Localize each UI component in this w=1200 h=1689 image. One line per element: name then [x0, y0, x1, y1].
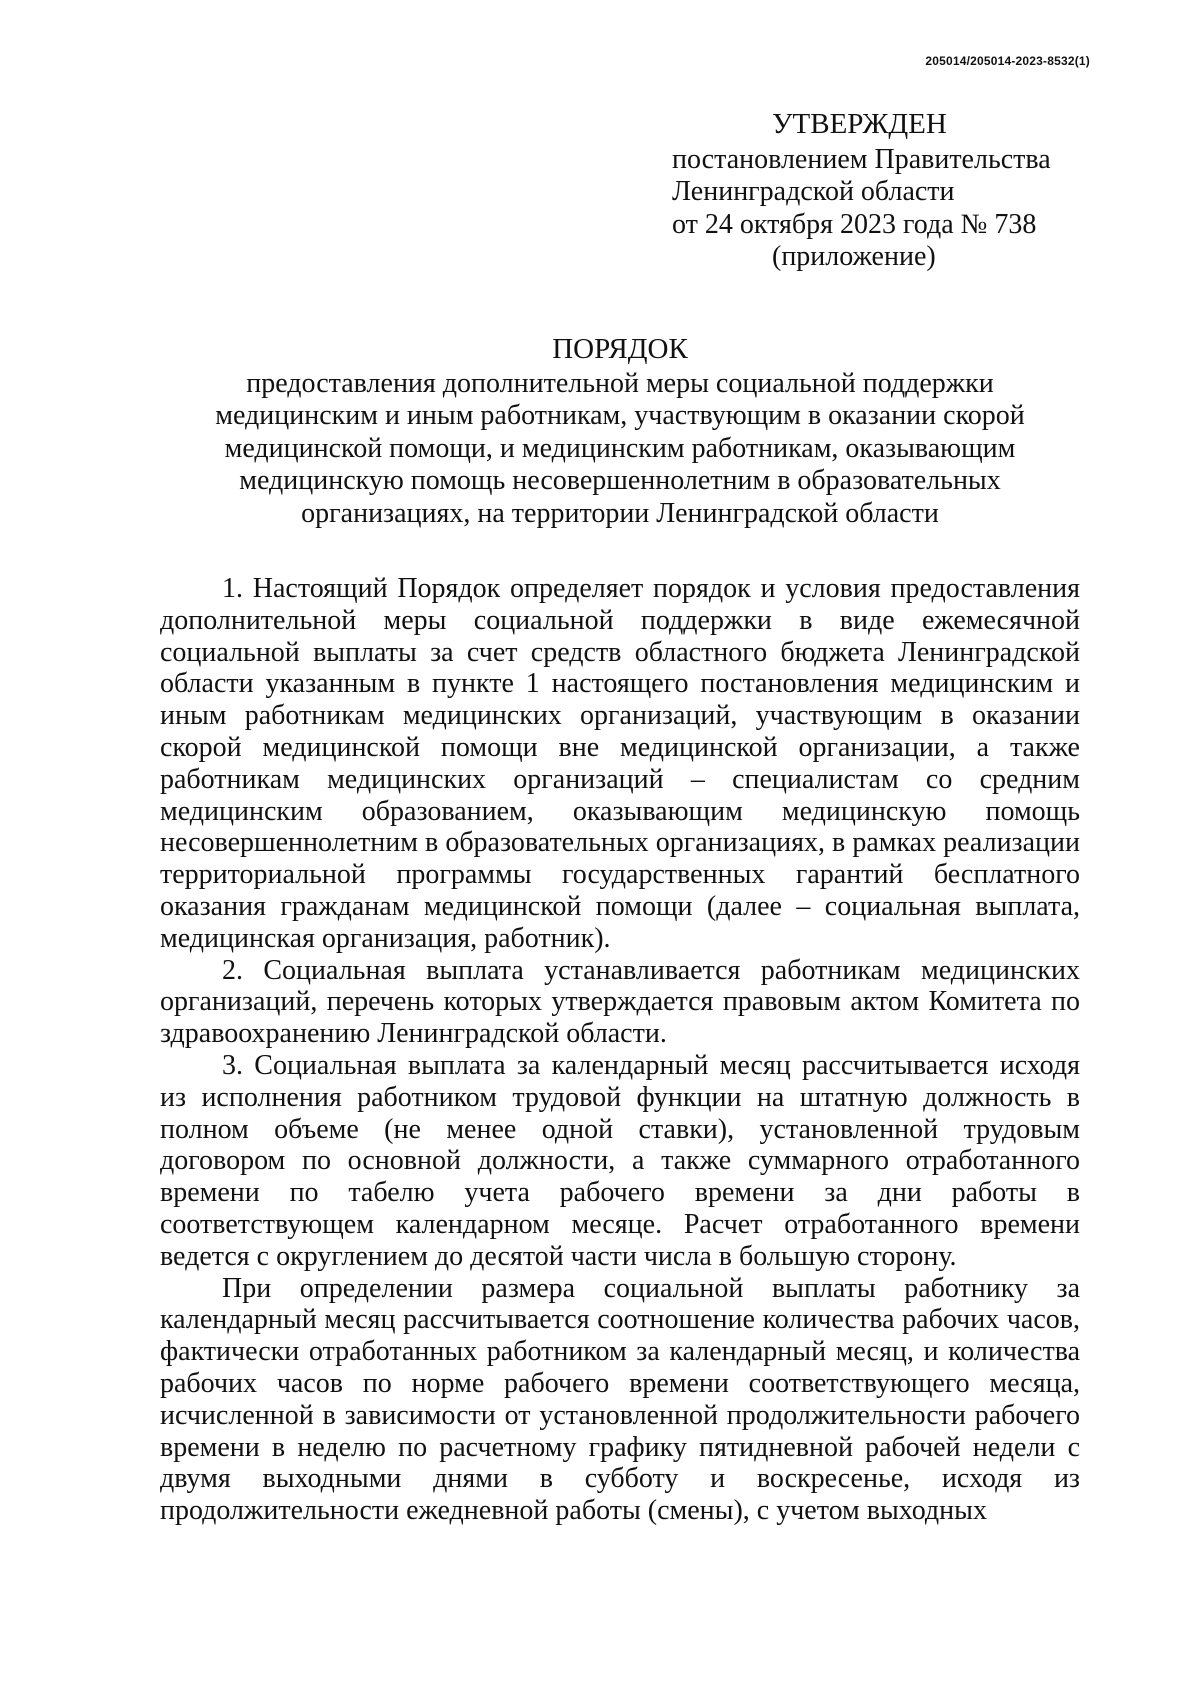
approval-line-3: от 24 октября 2023 года № 738 [672, 208, 1037, 240]
paragraph-1: 1. Настоящий Порядок определяет порядок и условия предоставления дополнительной меры социальной поддержки в виде ежемесячной социальной выплаты за счет средств областного бюджета Ленинградской области указанным в пункте 1 настоящего постановления медицинским и иным работникам медицинских организаций, участвующим в оказании скорой медицинской помощи вне медицинской организации, а также работникам медицинских организаций – специалистам со средним медицинским образованием, оказывающим медицинскую помощь несовершеннолетним в образовательных организациях, в рамках реализации территориальной программы государственных гарантий бесплатного оказания гражданам медицинской помощи (далее – социальная выплата, медицинская организация, работник). [160, 573, 1080, 954]
paragraph-2: 2. Социальная выплата устанавливается работникам медицинских организаций, перечень которых утверждается правовым актом Комитета по здравоохранению Ленинградской области. [160, 954, 1080, 1050]
approval-line-1: постановлением Правительства [672, 143, 1051, 175]
paragraph-4: При определении размера социальной выплаты работнику за календарный месяц рассчитывается соотношение количества рабочих часов, фактически отработанных работником за календарный месяц, и количества рабочих часов по норме рабочего времени соответствующего месяца, исчисленной в зависимости от установленной продолжительности рабочего времени в неделю по расчетному графику пятидневной рабочей недели с двумя выходными днями в субботу и воскресенье, исходя из продолжительности ежедневной работы (смены), с учетом выходных [160, 1272, 1080, 1527]
document-subtitle-line: предоставления дополнительной меры социальной поддержки [246, 367, 994, 399]
document-registration-number: 205014/205014-2023-8532(1) [925, 54, 1090, 68]
document-title: ПОРЯДОК [552, 333, 688, 365]
document-title-block [150, 333, 1090, 530]
document-subtitle-line: медицинской помощи, и медицинским работникам, оказывающим [224, 432, 1016, 464]
document-subtitle-line: организациях, на территории Ленинградской области [301, 497, 939, 529]
approval-stamp-block [672, 108, 1092, 274]
document-body [160, 573, 1080, 1527]
approval-line-2: Ленинградской области [672, 176, 955, 207]
document-subtitle-line: медицинским и иным работникам, участвующим в оказании скорой [215, 400, 1025, 431]
approval-heading: УТВЕРЖДЕН [772, 108, 947, 140]
paragraph-3: 3. Социальная выплата за календарный месяц рассчитывается исходя из исполнения работником трудовой функции на штатную должность в полном объеме (не менее одной ставки), установленной трудовым договором по основной должности, а также суммарного отработанного времени по табелю учета рабочего времени за дни работы в соответствующем календарном месяце. Расчет отработанного времени ведется с округлением до десятой части числа в большую сторону. [160, 1049, 1080, 1272]
document-subtitle-line: медицинскую помощь несовершеннолетним в образовательных [239, 465, 1001, 496]
approval-appendix-note: (приложение) [772, 241, 936, 272]
